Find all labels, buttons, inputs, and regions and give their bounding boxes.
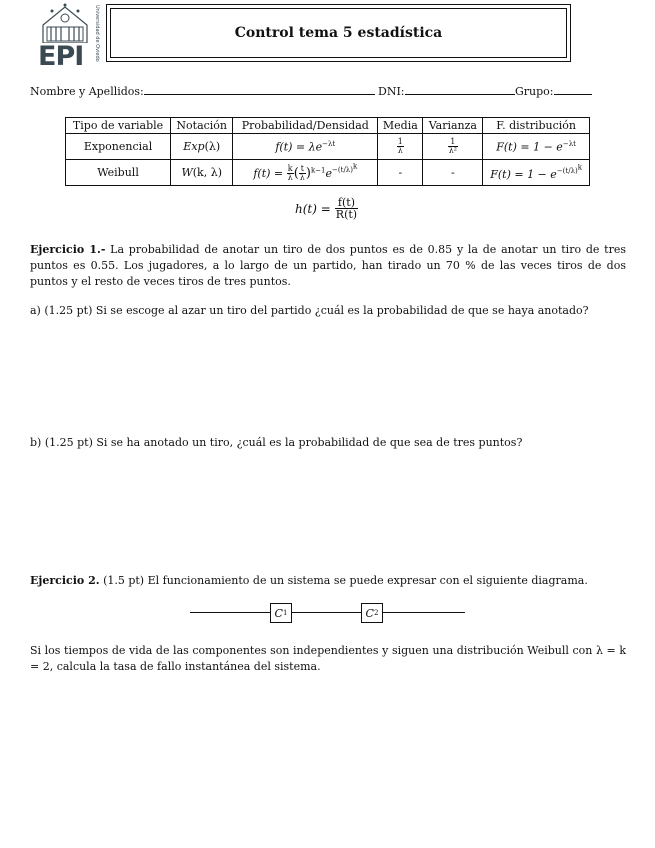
component-c1: C 1 bbox=[270, 603, 292, 623]
header-cell: Media bbox=[378, 118, 423, 134]
exercise-2-text: (1.5 pt) El funcionamiento de un sistema se puede expresar con el siguiente diagrama. bbox=[103, 574, 588, 587]
density-cell: f(t) = $\frac{k}{\lambda}$ ( $\frac{t}{\lambda}$ )$^{k-1}e^{-(t/\lambda)^k}$ bbox=[233, 160, 378, 186]
name-field bbox=[30, 84, 375, 98]
title-box bbox=[106, 4, 571, 62]
logo-vertical-text: Universidad de Oviedo bbox=[94, 5, 100, 62]
cdf-cell: $F(t) = 1 - e^{-(t/\lambda)^k}$ bbox=[483, 160, 590, 186]
table-header-row bbox=[66, 118, 590, 134]
building-emblem-icon bbox=[40, 3, 90, 43]
exercise-1-text: La probabilidad de anotar un tiro de dos puntos es de 0.85 y la de anotar un tiro de tres puntos es 0.55. Los jugadores, a lo largo de un partido, han tirado un 70 % de las veces tiros de dos puntos y el resto de veces tiros de tres puntos. bbox=[30, 243, 626, 288]
hazard-numerator: f(t) bbox=[335, 197, 358, 209]
university-logo bbox=[38, 3, 100, 73]
notation-cell: Exp(λ) bbox=[171, 134, 233, 160]
component-c2: C 2 bbox=[361, 603, 383, 623]
name-label: Nombre y Apellidos: bbox=[30, 85, 144, 98]
logo-wordmark: EPI bbox=[38, 41, 84, 72]
title-box-inner bbox=[110, 8, 567, 58]
notation-cell: W(k, λ) bbox=[171, 160, 233, 186]
series-system-diagram bbox=[190, 601, 465, 625]
hazard-lhs: h(t) = bbox=[295, 201, 331, 216]
group-label: Grupo: bbox=[515, 85, 554, 98]
type-cell: Exponencial bbox=[66, 134, 171, 160]
distribution-table bbox=[65, 117, 590, 186]
table-row-weibull bbox=[66, 160, 590, 186]
header-cell: F. distribución bbox=[483, 118, 590, 134]
name-input-line[interactable] bbox=[144, 84, 375, 95]
hazard-denominator: R(t) bbox=[335, 208, 358, 221]
hazard-fraction bbox=[335, 197, 358, 220]
header-cell: Probabilidad/Densidad bbox=[233, 118, 378, 134]
table-row-exponential bbox=[66, 134, 590, 160]
exercise-2-question: Si los tiempos de vida de las componentes son independientes y siguen una distribución Weibull con λ = k = 2, calcula la tasa de fallo instantánea del sistema. bbox=[30, 644, 626, 673]
variance-cell: - bbox=[423, 160, 483, 186]
page-title: Control tema 5 estadística bbox=[234, 25, 443, 41]
exercise-2-statement bbox=[30, 573, 626, 589]
exercise-2-title: Ejercicio 2. bbox=[30, 574, 100, 587]
exercise-1-title: Ejercicio 1.- bbox=[30, 243, 106, 256]
exercise-1a: a) (1.25 pt) Si se escoge al azar un tiro del partido ¿cuál es la probabilidad de que se haya anotado? bbox=[30, 304, 589, 317]
header-cell: Notación bbox=[171, 118, 233, 134]
cdf-cell: $F(t) = 1 - e^{-\lambda t}$ bbox=[483, 134, 590, 160]
type-cell: Weibull bbox=[66, 160, 171, 186]
header-cell: Varianza bbox=[423, 118, 483, 134]
hazard-formula bbox=[295, 197, 358, 220]
variance-cell: $\frac{1}{\text{λ²}}$ bbox=[423, 134, 483, 160]
mean-cell: $\frac{1}{\lambda}$ bbox=[378, 134, 423, 160]
dni-input-line[interactable] bbox=[405, 84, 515, 95]
header-cell: Tipo de variable bbox=[66, 118, 171, 134]
exercise-1b: b) (1.25 pt) Si se ha anotado un tiro, ¿cuál es la probabilidad de que sea de tres puntos? bbox=[30, 436, 523, 449]
dni-field bbox=[378, 84, 515, 98]
mean-cell: - bbox=[378, 160, 423, 186]
diagram-line bbox=[190, 612, 465, 613]
group-field bbox=[515, 84, 592, 98]
group-input-line[interactable] bbox=[554, 84, 592, 95]
dni-label: DNI: bbox=[378, 85, 405, 98]
exercise-1-statement bbox=[30, 242, 626, 290]
density-cell: $f(t) = \lambda e^{-\lambda t}$ bbox=[233, 134, 378, 160]
